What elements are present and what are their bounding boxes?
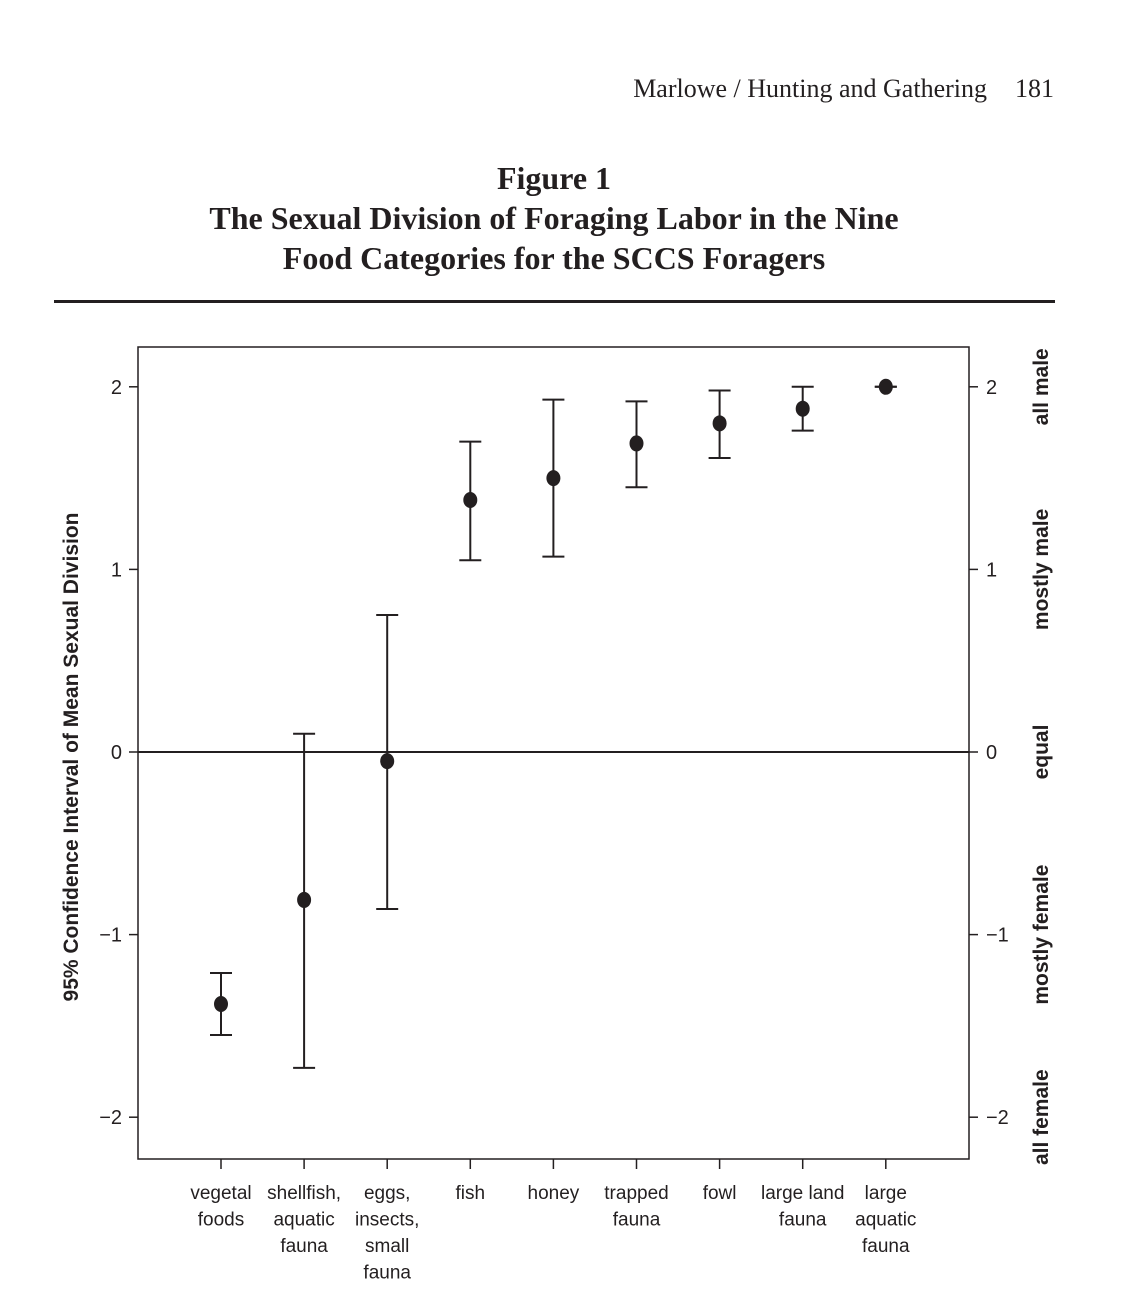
x-category-label xyxy=(528,1183,580,1204)
mean-point xyxy=(879,379,893,395)
x-category-label-line: honey xyxy=(527,1183,580,1204)
x-category-label-line: fauna xyxy=(363,1262,411,1284)
mean-point xyxy=(796,401,810,417)
x-category-label-line: large land xyxy=(760,1183,845,1204)
y-tick-label-right: 0 xyxy=(986,742,998,764)
right-axis-category-label: equal xyxy=(1030,724,1053,780)
figure-title-line1: The Sexual Division of Foraging Labor in the Nine xyxy=(209,200,899,236)
right-axis-category-label: mostly female xyxy=(1030,864,1053,1005)
x-category-label-line: fauna xyxy=(280,1236,328,1257)
figure-title-line2: Food Categories for the SCCS Foragers xyxy=(282,240,826,276)
y-tick-label-left: 2 xyxy=(110,376,122,399)
x-category-label-line: eggs, xyxy=(363,1183,411,1204)
y-axis-label: 95% Confidence Interval of Mean Sexual Division xyxy=(60,512,83,1002)
x-category-label xyxy=(761,1183,844,1231)
x-category-label-line: insects, xyxy=(354,1209,420,1231)
x-category-label xyxy=(456,1183,486,1204)
x-category-label-line: fauna xyxy=(862,1236,910,1257)
y-tick-label-left: −2 xyxy=(99,1107,122,1130)
mean-point xyxy=(297,892,311,908)
x-category-label-line: foods xyxy=(197,1209,245,1231)
mean-point xyxy=(630,435,644,451)
x-category-label-line: shellfish, xyxy=(267,1183,342,1204)
chart-marks xyxy=(99,348,1053,1283)
right-axis-category-label: mostly male xyxy=(1030,508,1053,631)
y-tick-label-right: 1 xyxy=(986,559,998,582)
x-category-label-line: small xyxy=(365,1236,410,1257)
y-tick-label-left: −1 xyxy=(99,924,122,947)
right-axis-category-label: all male xyxy=(1030,348,1053,426)
x-category-label-line: trapped xyxy=(604,1183,669,1204)
y-tick-label-right: −1 xyxy=(986,924,1009,947)
mean-point xyxy=(713,415,727,431)
right-axis-category-label: all female xyxy=(1030,1069,1053,1166)
mean-point xyxy=(214,996,228,1012)
running-head-title: Marlowe / Hunting and Gathering xyxy=(633,74,987,103)
y-tick-label-right: −2 xyxy=(986,1107,1009,1130)
mean-point xyxy=(463,492,477,508)
x-category-label-line: fowl xyxy=(702,1183,737,1204)
x-category-label-line: fauna xyxy=(778,1209,827,1231)
x-category-label xyxy=(190,1183,251,1231)
x-category-label-line: fish xyxy=(455,1183,486,1204)
x-category-label-line: large xyxy=(864,1183,907,1204)
x-category-label-line: fauna xyxy=(612,1209,661,1231)
x-category-label-line: aquatic xyxy=(855,1209,917,1231)
x-category-label-line: vegetal xyxy=(190,1183,252,1204)
x-category-label xyxy=(604,1183,668,1231)
y-tick-label-left: 1 xyxy=(110,559,122,582)
x-category-label xyxy=(855,1183,916,1257)
x-category-label xyxy=(703,1183,737,1204)
x-category-label xyxy=(267,1183,341,1257)
x-category-label xyxy=(355,1183,419,1284)
mean-point xyxy=(546,470,560,486)
page-number: 181 xyxy=(1015,74,1054,103)
y-tick-label-left: 0 xyxy=(110,742,122,764)
y-tick-label-right: 2 xyxy=(986,376,998,399)
mean-point xyxy=(380,753,394,769)
x-category-label-line: aquatic xyxy=(273,1209,335,1231)
figure-number: Figure 1 xyxy=(496,160,612,196)
